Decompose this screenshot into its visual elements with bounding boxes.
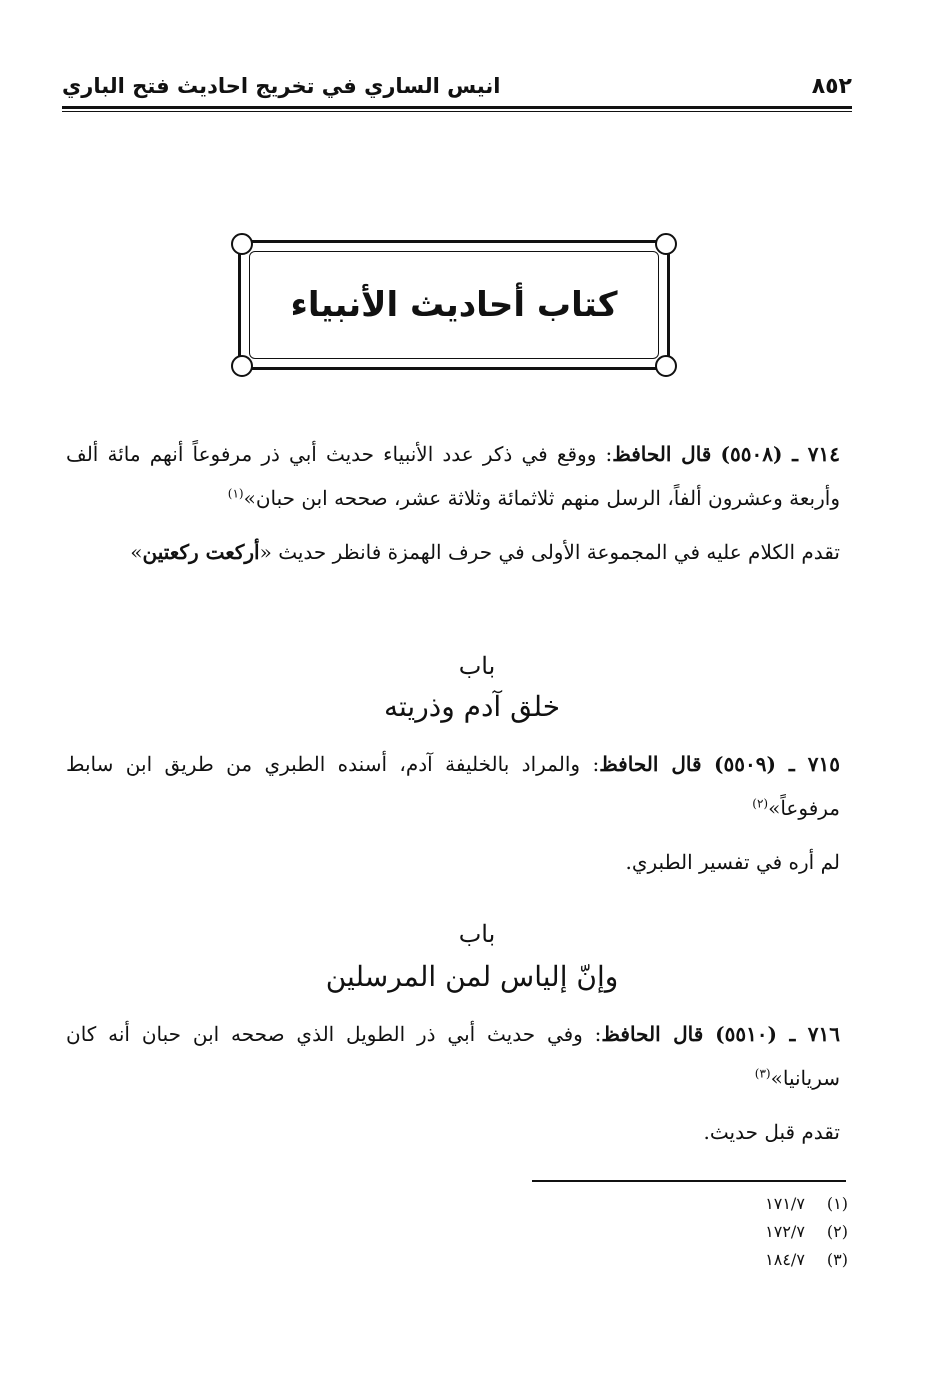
footnote-ref-text: ١٧١/٧ [765, 1194, 805, 1213]
running-title: انيس الساري في تخريج احاديث فتح الباري [62, 74, 501, 98]
bab-title-2: وإنّ إلياس لمن المرسلين [325, 960, 619, 993]
footnote-ref: (٢) [752, 796, 769, 811]
quote: : وفي حديث أبي ذر الطويل الذي صححه ابن حبان أنه كان سريانيا» [66, 1022, 840, 1090]
frame-ornament-icon [655, 233, 677, 255]
bab-label-2: باب [458, 920, 496, 948]
footnotes [765, 1190, 848, 1274]
footnote-ref-text: ١٨٤/٧ [765, 1250, 805, 1269]
frame-ornament-icon [231, 233, 253, 255]
footnote [765, 1246, 848, 1274]
footnote-mark: (٢) [826, 1222, 848, 1241]
footnote [765, 1218, 848, 1246]
comment-714 [66, 530, 840, 574]
bab-label-1: باب [458, 652, 496, 680]
speaker: قال الحافظ [612, 442, 712, 466]
footnote-mark: (٣) [826, 1250, 848, 1269]
comment-716: تقدم قبل حديث. [703, 1120, 840, 1144]
comment-hadith-title: أركعت ركعتين [142, 540, 260, 564]
bab-title-1: خلق آدم وذريته [383, 690, 561, 723]
footnote-rule [532, 1180, 846, 1182]
chapter-frame-inner [249, 251, 659, 359]
footnote-mark: (١) [826, 1194, 848, 1213]
entry-number: ٧١٥ ـ (٥٥٠٩) [714, 752, 841, 776]
chapter-frame [238, 240, 670, 370]
entry-number: ٧١٤ ـ (٥٥٠٨) [720, 442, 840, 466]
footnote-ref-text: ١٧٢/٧ [765, 1222, 805, 1241]
frame-ornament-icon [231, 355, 253, 377]
comment-suffix: » [130, 540, 143, 564]
footnote-ref: (٣) [754, 1066, 771, 1081]
hadith-entry-714 [66, 432, 840, 520]
entry-number: ٧١٦ ـ (٥٥١٠) [715, 1022, 840, 1046]
chapter-title: كتاب أحاديث الأنبياء [290, 285, 618, 325]
header-rule [62, 106, 852, 109]
frame-ornament-icon [655, 355, 677, 377]
hadith-entry-715 [66, 742, 840, 830]
comment-715: لم أره في تفسير الطبري. [625, 850, 840, 874]
quote: : والمراد بالخليفة آدم، أسنده الطبري من طريق ابن سابط مرفوعاً» [66, 752, 840, 820]
footnote [765, 1190, 848, 1218]
footnote-ref: (١) [227, 486, 244, 501]
speaker: قال الحافظ [601, 1022, 704, 1046]
page-number: ٨٥٢ [811, 73, 852, 99]
running-header [62, 68, 852, 104]
comment-prefix: تقدم الكلام عليه في المجموعة الأولى في حرف الهمزة فانظر حديث « [259, 540, 840, 564]
speaker: قال الحافظ [599, 752, 702, 776]
quote: : ووقع في ذكر عدد الأنبياء حديث أبي ذر مرفوعاً أنهم مائة ألف وأربعة وعشرون ألفاً، الرسل منهم ثلاثمائة وثلاثة عشر، صححه ابن حبان» [66, 442, 840, 510]
hadith-entry-716 [66, 1012, 840, 1100]
header-rule-thin [62, 111, 852, 112]
